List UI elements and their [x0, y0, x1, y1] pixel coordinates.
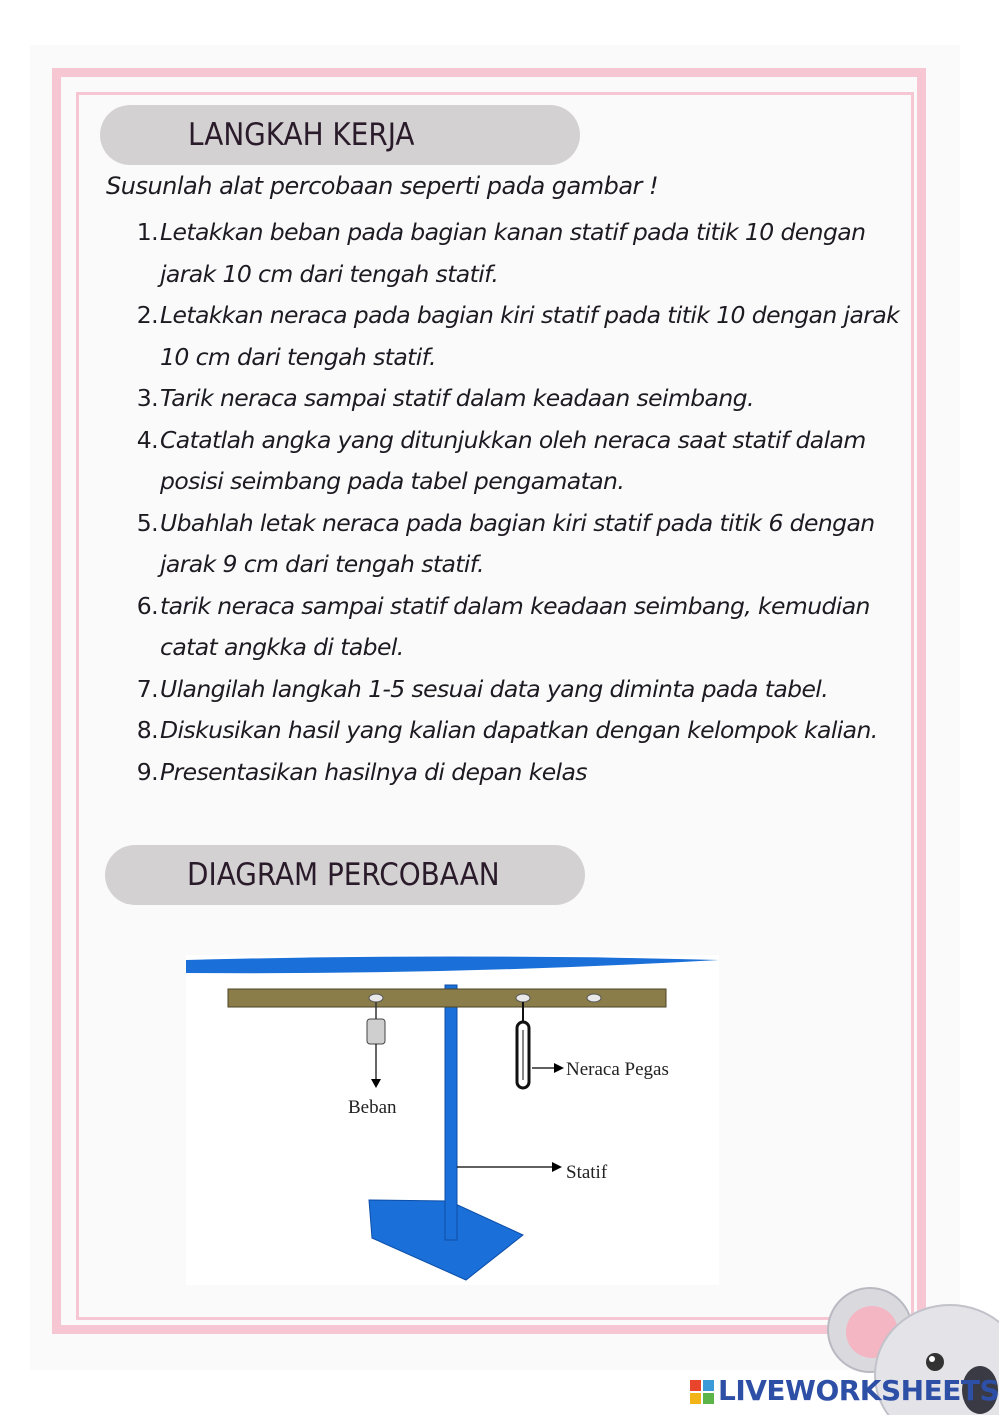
step-number: 6.	[136, 591, 158, 620]
beban-arrow-head	[371, 1079, 381, 1088]
label-beban: Beban	[348, 1097, 397, 1118]
step-number: 1.	[136, 218, 158, 246]
step-text: Letakkan beban pada bagian kanan statif pada titik 10 dengan jarak 10 cm dari tengah statif.	[160, 218, 866, 288]
beam-hole	[369, 994, 383, 1002]
label-statif: Statif	[566, 1162, 608, 1183]
step-text: Ulangilah langkah 1-5 sesuai data yang diminta pada tabel.	[160, 674, 829, 703]
section-title-langkah-kerja: LANGKAH KERJA	[100, 105, 580, 165]
step-number: 3.	[136, 384, 158, 412]
liveworksheets-logo-icon	[690, 1380, 714, 1404]
beban-weight	[367, 1019, 385, 1044]
section-title-diagram-percobaan: DIAGRAM PERCOBAAN	[105, 845, 585, 905]
list-item	[120, 710, 900, 752]
list-item	[120, 752, 900, 794]
list-item	[120, 669, 900, 711]
beam-hole	[516, 994, 530, 1002]
list-item	[120, 503, 900, 586]
step-number: 5.	[136, 508, 158, 537]
blue-swoosh-decoration	[186, 957, 719, 974]
list-item	[120, 420, 900, 503]
step-text: Ubahlah letak neraca pada bagian kiri statif pada titik 6 dengan jarak 9 cm dari tengah statif.	[160, 508, 875, 578]
step-text: Tarik neraca sampai statif dalam keadaan seimbang.	[160, 384, 754, 412]
neraca-arrow-head	[554, 1063, 564, 1073]
step-text: Catatlah angka yang ditunjukkan oleh neraca saat statif dalam posisi seimbang pada tabel pengamatan.	[160, 425, 866, 495]
list-item	[120, 212, 900, 295]
step-number: 8.	[136, 716, 158, 744]
step-number: 2.	[136, 301, 158, 329]
steps-list	[120, 212, 900, 793]
intro-instruction: Susunlah alat percobaan seperti pada gambar !	[106, 172, 659, 200]
list-item	[120, 586, 900, 669]
beam-hole	[587, 994, 601, 1002]
step-text: tarik neraca sampai statif dalam keadaan seimbang, kemudian catat angkka di tabel.	[160, 591, 870, 661]
label-neraca-pegas: Neraca Pegas	[566, 1059, 669, 1080]
step-text: Letakkan neraca pada bagian kiri statif pada titik 10 dengan jarak 10 cm dari tengah statif.	[160, 301, 900, 371]
experiment-diagram	[186, 955, 719, 1285]
liveworksheets-logo-text: LIVEWORKSHEETS	[718, 1374, 999, 1407]
list-item	[120, 295, 900, 378]
statif-arrow-head	[552, 1162, 562, 1172]
lever-diagram-svg	[186, 955, 719, 1285]
step-number: 9.	[136, 757, 158, 786]
statif-pole	[445, 985, 457, 1240]
step-number: 4.	[136, 425, 158, 454]
list-item	[120, 378, 900, 420]
step-text: Diskusikan hasil yang kalian dapatkan dengan kelompok kalian.	[160, 716, 878, 744]
step-text: Presentasikan hasilnya di depan kelas	[160, 757, 587, 786]
step-number: 7.	[136, 674, 158, 703]
